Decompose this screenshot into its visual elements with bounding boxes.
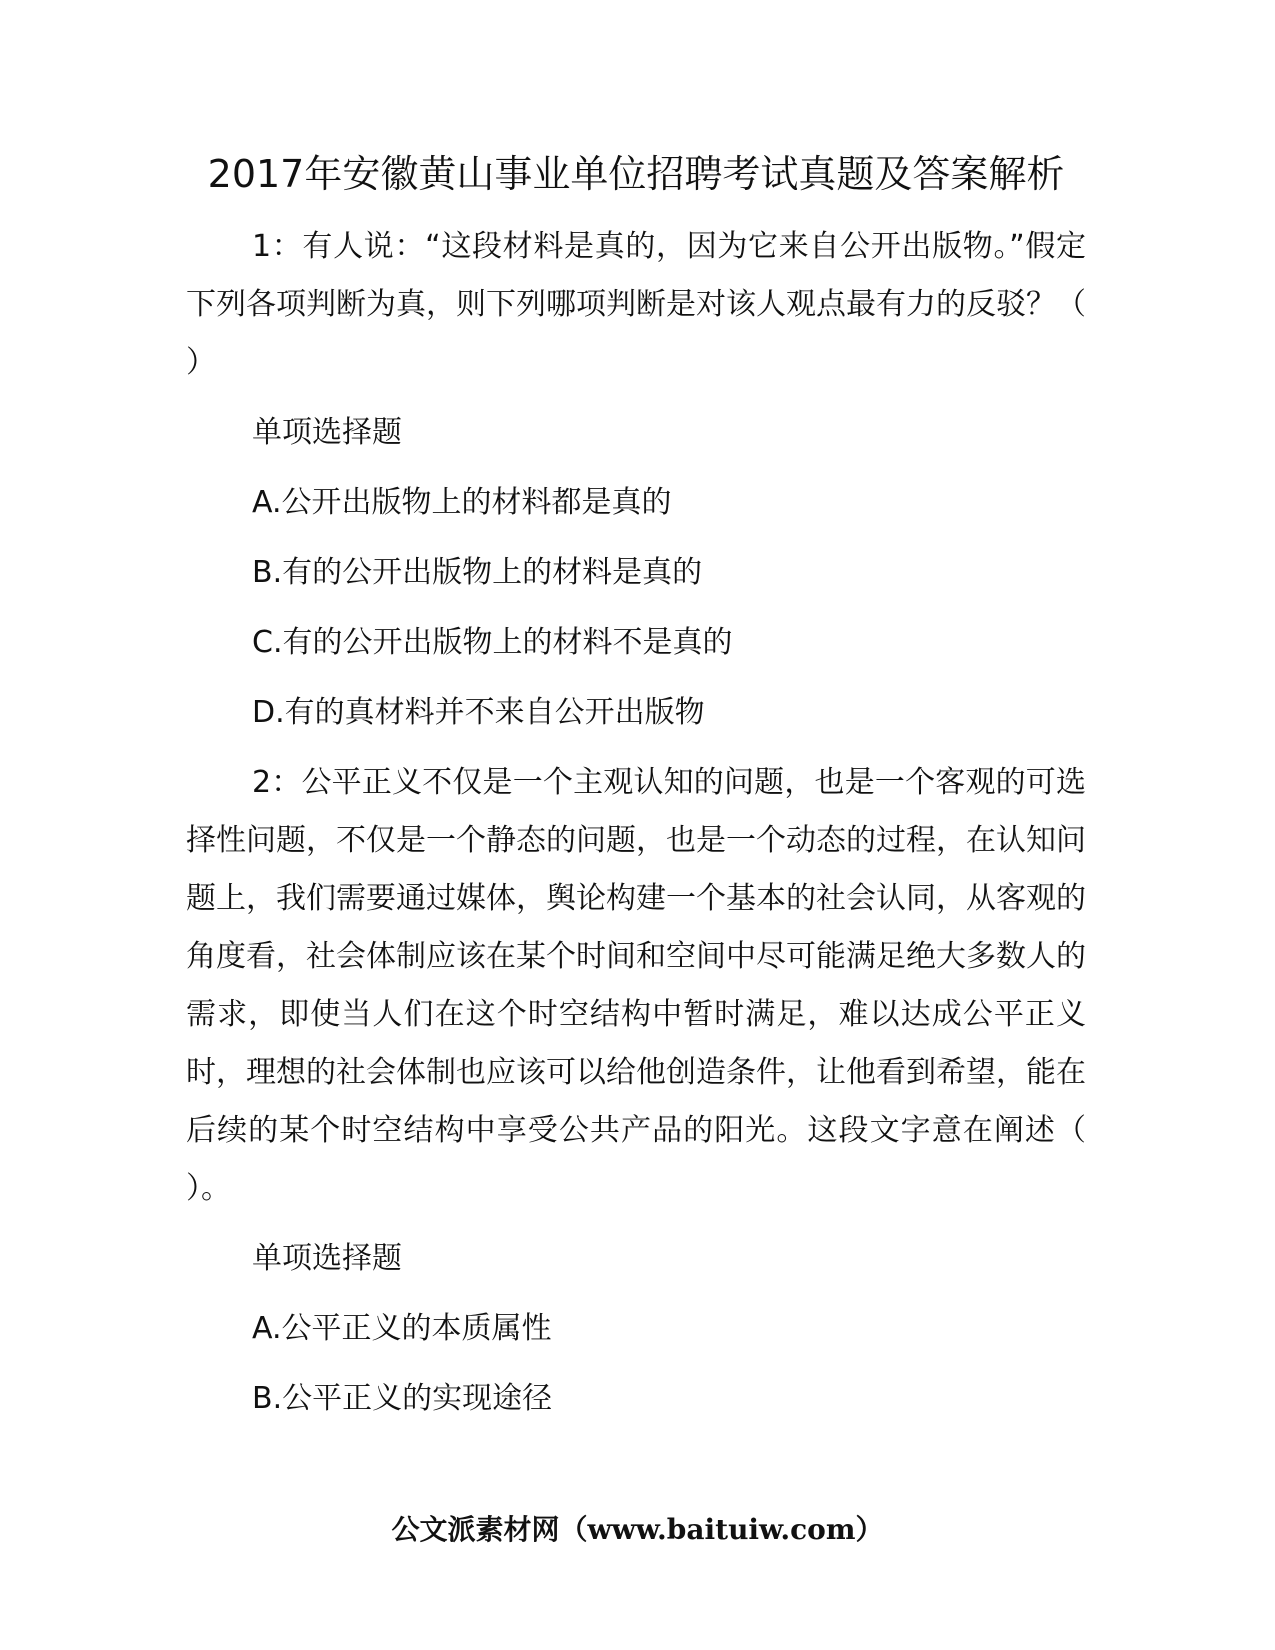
question-stem: 1：有人说：“这段材料是真的，因为它来自公开出版物。”假定下列各项判断为真，则下列哪项判断是对该人观点最有力的反驳？（ ） (186, 229, 1086, 380)
question-1 (186, 218, 1086, 742)
option-b: B.有的公开出版物上的材料是真的 (252, 555, 703, 590)
option-a: A.公平正义的本质属性 (252, 1311, 552, 1346)
footer-watermark: 公文派素材网（www.baituiw.com） (391, 1513, 884, 1546)
option-c: C.有的公开出版物上的材料不是真的 (252, 625, 733, 660)
option-b: B.公平正义的实现途径 (252, 1381, 553, 1416)
question-type: 单项选择题 (252, 415, 402, 450)
option-d: D.有的真材料并不来自公开出版物 (252, 695, 705, 730)
question-stem: 2：公平正义不仅是一个主观认知的问题，也是一个客观的可选择性问题，不仅是一个静态的问题，也是一个动态的过程，在认知问题上，我们需要通过媒体，舆论构建一个基本的社会认同，从客观的角度看，社会体制应该在某个时间和空间中尽可能满足绝大多数人的需求，即使当人们在这个时空结构中暂时满足，难以达成公平正义时，理想的社会体制也应该可以给他创造条件，让他看到希望，能在后续的某个时空结构中享受公共产品的阳光。这段文字意在阐述（ ）。 (186, 765, 1086, 1206)
question-2 (186, 754, 1086, 1428)
option-a: A.公开出版物上的材料都是真的 (252, 485, 672, 520)
document-title: 2017年安徽黄山事业单位招聘考试真题及答案解析 (207, 152, 1065, 196)
document-page (186, 148, 1086, 1440)
question-type: 单项选择题 (252, 1241, 402, 1276)
